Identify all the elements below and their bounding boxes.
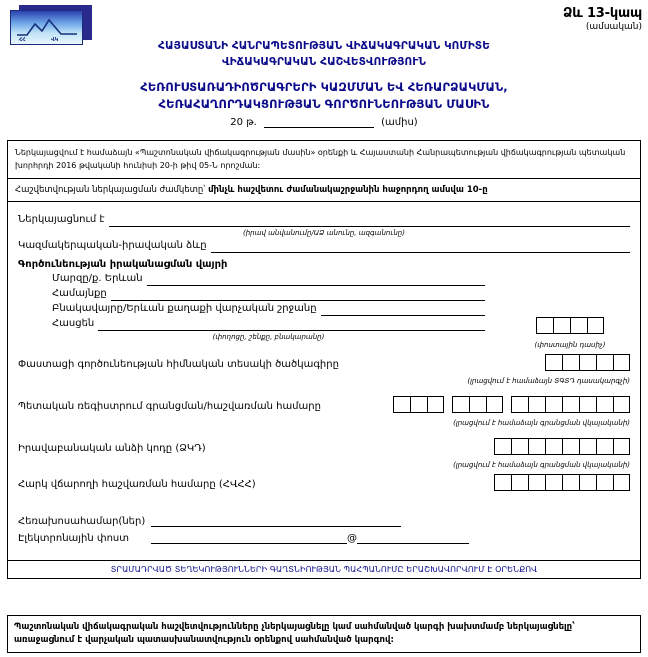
char-box[interactable] xyxy=(528,474,545,491)
char-box[interactable] xyxy=(393,396,410,413)
logo-front-box xyxy=(10,10,83,45)
region-input[interactable] xyxy=(147,273,485,286)
char-box[interactable] xyxy=(562,474,579,491)
legal-form-label: Կազմակերպական-իրավական ձևը xyxy=(18,240,207,251)
char-box[interactable] xyxy=(511,438,528,455)
community-row xyxy=(52,286,630,301)
address-caption: (փողոցը, շենքը, բնակարանը) xyxy=(212,333,325,341)
activity-code-block xyxy=(18,354,630,388)
form-fields-area xyxy=(8,202,640,560)
legal-form-row xyxy=(18,238,630,253)
char-box[interactable] xyxy=(469,396,486,413)
char-box[interactable] xyxy=(536,317,553,334)
address-label: Հասցեն xyxy=(52,318,95,329)
activity-code-label: Փաստացի գործունեության հիմնական տեսակի ծածկագիրը xyxy=(18,359,339,370)
char-box-group[interactable] xyxy=(393,396,444,413)
legal-unit-code-caption: (լրացվում է համաձայն գրանցման վկայականի) xyxy=(453,461,630,469)
postal-code-boxes[interactable] xyxy=(536,317,604,334)
char-box[interactable] xyxy=(596,354,613,371)
settlement-input[interactable] xyxy=(321,303,485,316)
address-input[interactable] xyxy=(98,318,485,331)
state-registration-caption: (լրացվում է համաձայն գրանցման վկայականի) xyxy=(453,419,630,427)
report-title-line-1: ՀԵՌՈՒՍՏԱՌԱԴԻՈԾՐԱԳՐԵՐԻ ԿԱԶՄՄԱՆ ԵՎ ՀԵՌԱՐՁԱԿՄԱՆ, xyxy=(140,80,508,94)
activity-code-caption: (լրացվում է համաձայն ՏԳՏԴ դասակարգչի) xyxy=(467,377,630,385)
logo-left-label: ՀՀ xyxy=(19,37,26,43)
char-box[interactable] xyxy=(562,438,579,455)
confidentiality-notice: ՏՐԱՄԱԴՐՎԱԾ ՏԵՂԵԿՈՒԹՅՈՒՆՆԵՐԻ ԳԱՂՏՆԻՈՒԹՅԱՆ ՊԱՀՊԱՆՈՒՄԸ ԵՐԱՇԽԱՎՈՐՎՈՒՄ Է ՕՐԵՆՔՈՎ xyxy=(8,560,640,578)
date-year-prefix: 20 xyxy=(230,117,244,128)
state-registration-label: Պետական ռեգիստրում գրանցման/հաշվառման համարը xyxy=(18,401,321,412)
char-box[interactable] xyxy=(545,474,562,491)
char-box[interactable] xyxy=(587,317,604,334)
phone-label: Հեռախոսահամար(ներ) xyxy=(18,516,146,527)
region-label: Մարզը/ք. Երևան xyxy=(52,273,143,284)
title-block xyxy=(0,0,648,128)
community-label: Համայնքը xyxy=(52,288,107,299)
submitted-by-label: Ներկայացնում է xyxy=(18,214,105,225)
organization-line-1: ՀԱՅԱՍՏԱՆԻ ՀԱՆՐԱՊԵՏՈՒԹՅԱՆ ՎԻՃԱԿԱԳՐԱԿԱՆ ԿՈՄԻՏԵ xyxy=(158,40,490,52)
form-code-block xyxy=(563,6,642,32)
submitted-by-caption: (իրավ անվանումը/ԱՁ անունը, ազգանունը) xyxy=(243,229,405,237)
page-header xyxy=(0,0,648,137)
penalty-warning-text: Պաշտոնական վիճակագրական հաշվետվությունները չներկայացնելը կամ սահմանված կարգի խախտմամբ ներկայացնելը՝ առաջացնում է վարչական պատասխանատվություն օրենքով սահմանված կարգով: xyxy=(14,622,575,645)
email-row xyxy=(18,531,630,544)
phone-row xyxy=(18,514,630,527)
char-box[interactable] xyxy=(596,474,613,491)
char-box[interactable] xyxy=(613,438,630,455)
title-spacer xyxy=(0,70,648,79)
phone-input[interactable] xyxy=(151,514,401,527)
char-box[interactable] xyxy=(596,396,613,413)
char-box[interactable] xyxy=(545,354,562,371)
activity-code-boxes[interactable] xyxy=(545,354,630,371)
char-box-group[interactable] xyxy=(452,396,503,413)
settlement-row xyxy=(52,301,630,316)
char-box[interactable] xyxy=(596,438,613,455)
legal-unit-code-boxes[interactable] xyxy=(494,438,630,455)
email-local-input[interactable] xyxy=(151,531,347,544)
char-box[interactable] xyxy=(613,354,630,371)
email-domain-input[interactable] xyxy=(357,531,469,544)
char-box[interactable] xyxy=(528,396,545,413)
date-month-input[interactable] xyxy=(264,116,374,128)
char-box[interactable] xyxy=(613,474,630,491)
report-date-row xyxy=(0,116,648,128)
char-box[interactable] xyxy=(494,438,511,455)
state-registration-boxes[interactable] xyxy=(393,396,630,413)
taxpayer-number-boxes[interactable] xyxy=(494,474,630,491)
char-box[interactable] xyxy=(562,354,579,371)
settlement-label: Բնակավայրը/Երևան քաղաքի վարչական շրջանը xyxy=(52,303,317,314)
char-box[interactable] xyxy=(511,396,528,413)
state-registration-block xyxy=(18,396,630,430)
email-at-symbol: @ xyxy=(347,533,358,544)
address-group xyxy=(18,271,630,349)
char-box[interactable] xyxy=(579,354,596,371)
char-box[interactable] xyxy=(494,474,511,491)
char-box[interactable] xyxy=(545,396,562,413)
activity-place-heading: Գործունեության իրականացման վայրի xyxy=(18,259,228,270)
report-title-line-2: ՀԵՌԱՀԱՂՈՐԴԱԿՑՈՒԹՅԱՆ ԳՈՐԾՈՒՆԵՈՒԹՅԱՆ ՄԱՍԻՆ xyxy=(158,97,490,111)
community-input[interactable] xyxy=(111,288,485,301)
email-label: Էլեկտրոնային փոստ xyxy=(18,533,130,544)
char-box[interactable] xyxy=(486,396,503,413)
submitted-by-input[interactable] xyxy=(109,214,630,227)
organization-line-2: ՎԻՃԱԿԱԳՐԱԿԱՆ ՀԱՇՎԵՏՎՈՒԹՅՈՒՆ xyxy=(222,56,426,68)
main-form-container xyxy=(7,140,641,579)
char-box[interactable] xyxy=(427,396,444,413)
char-box[interactable] xyxy=(570,317,587,334)
taxpayer-number-block xyxy=(18,474,630,500)
logo-right-label: ՎԿ xyxy=(51,37,59,43)
form-period-label: (ամսական) xyxy=(585,22,642,32)
legal-note-text: Ներկայացվում է համաձայն «Պաշտոնական վիճակագրության մասին» օրենքի և Հայաստանի Հանրապետության վիճակագրության պետական խորհրդի 2016 թվականի հունիսի 20-ի թիվ 05-Ն որոշման: xyxy=(15,148,626,170)
char-box[interactable] xyxy=(545,438,562,455)
char-box[interactable] xyxy=(528,438,545,455)
legal-note-block xyxy=(8,141,640,179)
char-box[interactable] xyxy=(511,474,528,491)
submitted-by-row xyxy=(18,212,630,227)
char-box[interactable] xyxy=(452,396,469,413)
submission-deadline-block xyxy=(8,179,640,202)
legal-unit-code-block xyxy=(18,438,630,472)
legal-unit-code-label: Իրավաբանական անձի կոդը (ՁԿԴ) xyxy=(18,443,206,454)
char-box[interactable] xyxy=(579,474,596,491)
date-year-suffix: թ. xyxy=(246,117,257,128)
statistics-committee-logo xyxy=(10,5,92,45)
taxpayer-number-label: Հարկ վճարողի հաշվառման համարը (ՀՎՀՀ) xyxy=(18,479,256,490)
char-box[interactable] xyxy=(613,396,630,413)
char-box[interactable] xyxy=(553,317,570,334)
region-row xyxy=(52,271,630,286)
char-box[interactable] xyxy=(410,396,427,413)
postal-code-caption: (փոստային դասիչ) xyxy=(534,341,606,349)
char-box-group[interactable] xyxy=(511,396,630,413)
penalty-warning-box xyxy=(7,615,641,653)
fields-bottom-spacer xyxy=(18,544,630,552)
deadline-prefix: Հաշվետվության ներկայացման ժամկետը՝ xyxy=(15,185,209,195)
char-box[interactable] xyxy=(579,396,596,413)
postal-code-group xyxy=(510,317,630,350)
char-box[interactable] xyxy=(579,438,596,455)
form-code-label: Ձև 13-կապ xyxy=(562,6,642,21)
char-box[interactable] xyxy=(562,396,579,413)
date-caption: (ամիս) xyxy=(381,117,418,128)
legal-form-input[interactable] xyxy=(211,240,630,253)
deadline-bold-text: մինչև հաշվետու ժամանակաշրջանին հաջորդող ամսվա 10-ը xyxy=(208,185,488,195)
